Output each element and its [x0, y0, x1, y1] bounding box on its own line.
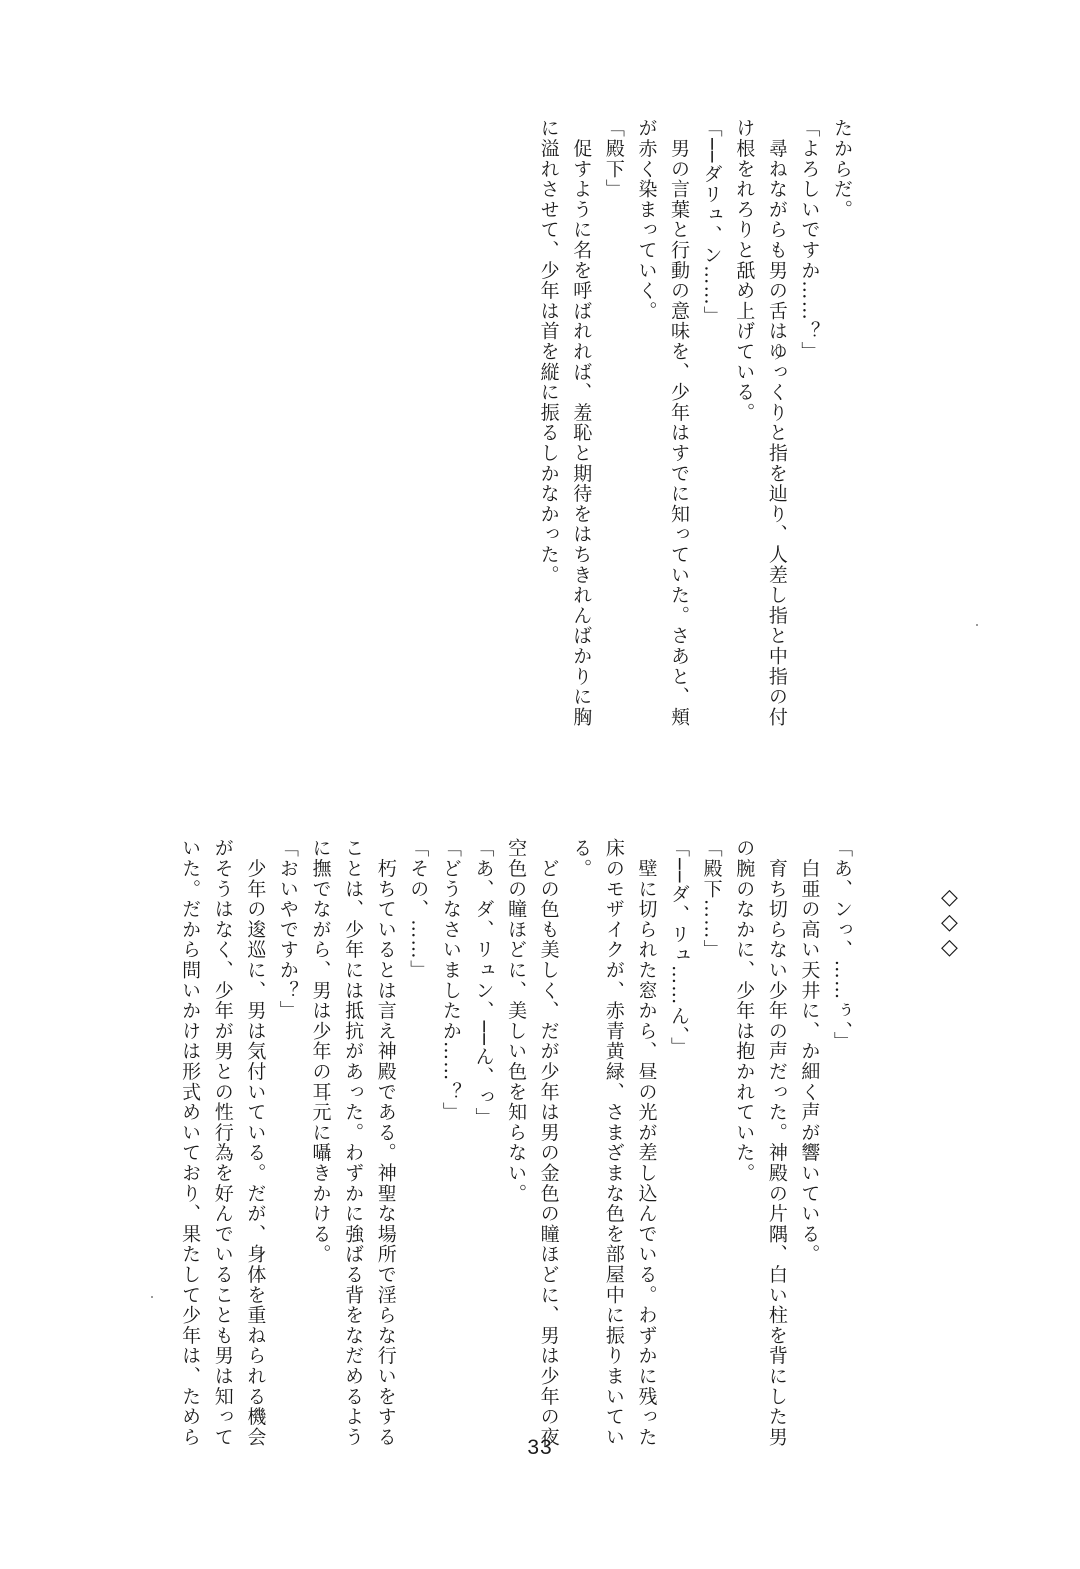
text-line: 育ち切らない少年の声だった。神殿の片隅、白い柱を背にした男	[765, 838, 788, 1447]
scan-speck	[976, 624, 978, 626]
text-line: に溢れさせて、少年は首を縦に振るしかなかった。	[537, 118, 560, 585]
text-line: いた。だから問いかけは形式めいており、果たして少年は、ためら	[179, 838, 202, 1447]
text-line: 「おいやですか？」	[276, 838, 299, 1021]
text-line: たからだ。	[831, 118, 853, 220]
text-line: 「あ、ンっ、……ぅ、」	[831, 838, 853, 1052]
text-line: 「よろしいですか……？」	[798, 118, 821, 362]
text-line: 「その、……」	[407, 838, 430, 981]
text-line: に撫でながら、男は少年の耳元に囁きかける。	[309, 838, 332, 1265]
text-line: 「殿下……」	[700, 838, 723, 960]
text-line: 「どうなさいましたか……？」	[439, 838, 462, 1123]
text-line: 朽ちているとは言え神殿である。神聖な場所で淫らな行いをする	[374, 838, 397, 1447]
text-line: 男の言葉と行動の意味を、少年はすでに知っていた。さあと、頬	[668, 118, 691, 727]
text-line: 「あ、ダ、リュン、──ん、っ」	[472, 838, 495, 1128]
text-line: る。	[570, 838, 593, 879]
text-line: 「──ダ、リュ……ん、」	[668, 838, 691, 1057]
text-line: 促すように名を呼ばれれば、羞恥と期待をはちきれんばかりに胸	[570, 118, 593, 727]
text-line: 白亜の高い天井に、か細く声が響いている。	[798, 838, 821, 1265]
text-line: 空色の瞳ほどに、美しい色を知らない。	[505, 838, 528, 1204]
text-line: どの色も美しく、だが少年は男の金色の瞳ほどに、男は少年の夜	[537, 838, 560, 1447]
page-number: 33	[527, 1436, 553, 1459]
text-line: 「殿下」	[602, 118, 625, 200]
scan-speck	[151, 1296, 153, 1298]
text-line: 床のモザイクが、赤青黄緑、さまざまな色を部屋中に振りまいてい	[602, 838, 625, 1447]
text-line: が赤く染まっていく。	[635, 118, 658, 321]
text-line: がそうはなく、少年が男との性行為を好んでいることも男は知って	[211, 838, 234, 1447]
text-line: け根をれろりと舐め上げている。	[733, 118, 756, 423]
upper-text-block	[532, 118, 858, 778]
scene-separator: ◇◇◇	[937, 885, 962, 960]
text-line: 少年の逡巡に、男は気付いている。だが、身体を重ねられる機会	[244, 838, 267, 1447]
text-line: 尋ねながらも男の舌はゆっくりと指を辿り、人差し指と中指の付	[765, 118, 788, 727]
text-line: ことは、少年には抵抗があった。わずかに強ばる背をなだめるよう	[342, 838, 365, 1447]
text-line: 「──ダリュ、ン……」	[700, 118, 723, 327]
text-line: 壁に切られた窓から、昼の光が差し込んでいる。わずかに残った	[635, 838, 658, 1447]
lower-text-block	[174, 838, 858, 1498]
text-line: の腕のなかに、少年は抱かれていた。	[733, 838, 756, 1184]
